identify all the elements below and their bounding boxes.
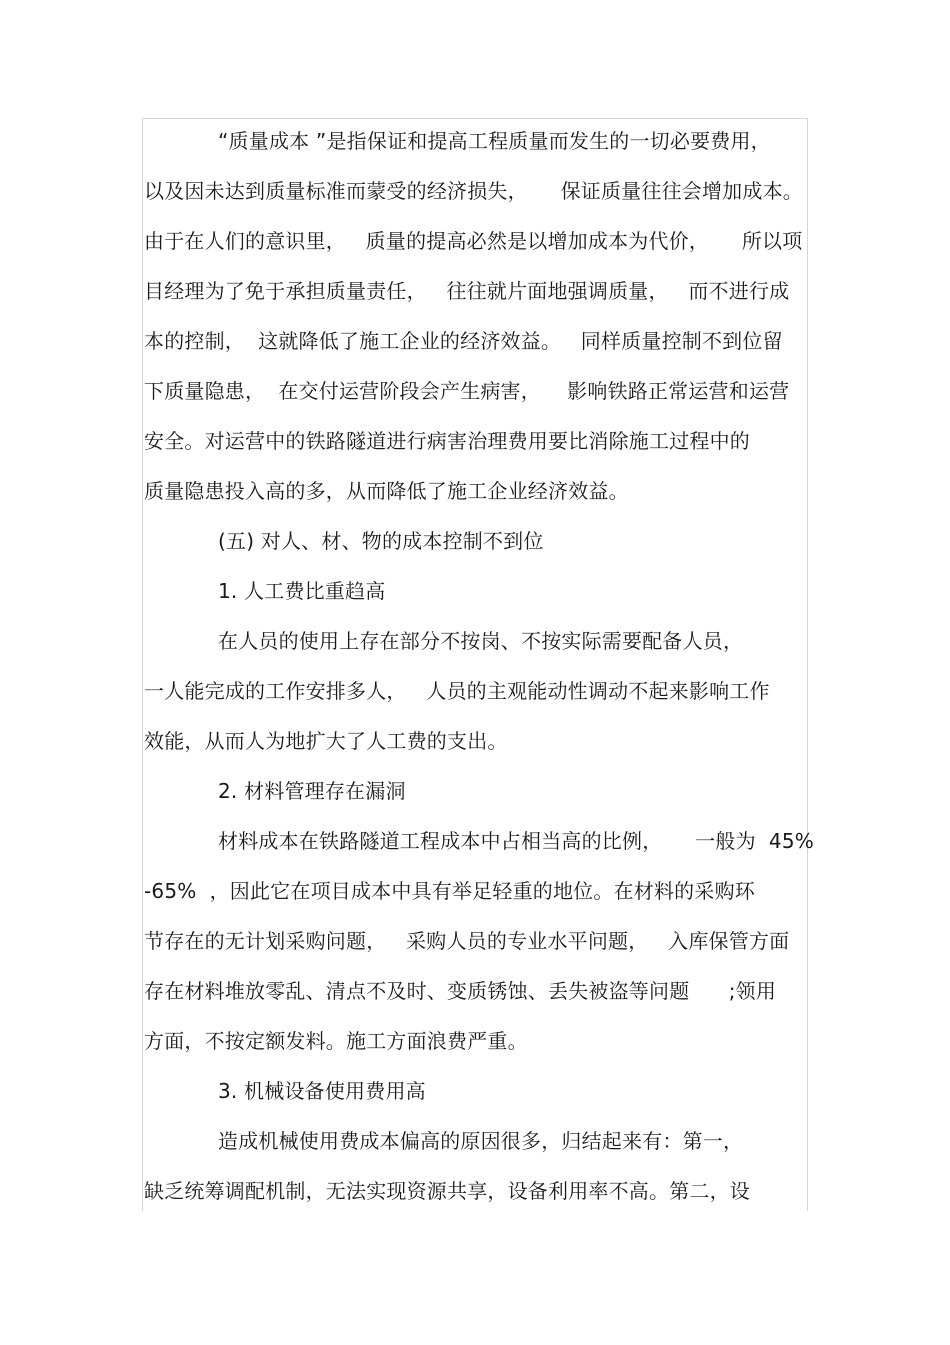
section-heading: (五) 对人、材、物的成本控制不到位 <box>218 529 544 553</box>
text-line-16: -65% ，因此它在项目成本中具有举足轻重的地位。在材料的采购环 <box>144 879 755 903</box>
subheading-3: 3. 机械设备使用费用高 <box>218 1079 426 1103</box>
text-line-3: 由于在人们的意识里， 质量的提高必然是以增加成本为代价， 所以项 <box>144 229 803 253</box>
text-line-15: 材料成本在铁路隧道工程成本中占相当高的比例， 一般为 45% <box>218 829 814 853</box>
text-line-18: 存在材料堆放零乱、清点不及时、变质锈蚀、丢失被盗等问题 ;领用 <box>144 979 777 1003</box>
text-line-11: 在人员的使用上存在部分不按岗、不按实际需要配备人员， <box>218 629 744 653</box>
text-line-5: 本的控制， 这就降低了施工企业的经济效益。 同样质量控制不到位留 <box>144 329 783 353</box>
text-line-17: 节存在的无计划采购问题， 采购人员的专业水平问题， 入库保管方面 <box>144 929 790 953</box>
text-line-7: 安全。对运营中的铁路隧道进行病害治理费用要比消除施工过程中的 <box>144 429 750 453</box>
text-line-1: “质量成本 ”是指保证和提高工程质量而发生的一切必要费用， <box>218 129 771 153</box>
subheading-2: 2. 材料管理存在漏洞 <box>218 779 406 803</box>
text-line-12: 一人能完成的工作安排多人， 人员的主观能动性调动不起来影响工作 <box>144 679 770 703</box>
text-line-13: 效能，从而人为地扩大了人工费的支出。 <box>144 729 508 753</box>
text-line-6: 下质量隐患， 在交付运营阶段会产生病害， 影响铁路正常运营和运营 <box>144 379 790 403</box>
text-line-2: 以及因未达到质量标准而蒙受的经济损失， 保证质量往往会增加成本。 <box>144 179 803 203</box>
text-line-19: 方面，不按定额发料。施工方面浪费严重。 <box>144 1029 528 1053</box>
text-line-8: 质量隐患投入高的多，从而降低了施工企业经济效益。 <box>144 479 629 503</box>
text-line-4: 目经理为了免于承担质量责任， 往往就片面地强调质量， 而不进行成 <box>144 279 790 303</box>
subheading-1: 1. 人工费比重趋高 <box>218 579 386 603</box>
text-line-21: 造成机械使用费成本偏高的原因很多，归结起来有：第一， <box>218 1129 744 1153</box>
text-line-22: 缺乏统筹调配机制，无法实现资源共享，设备利用率不高。第二，设 <box>144 1179 750 1203</box>
